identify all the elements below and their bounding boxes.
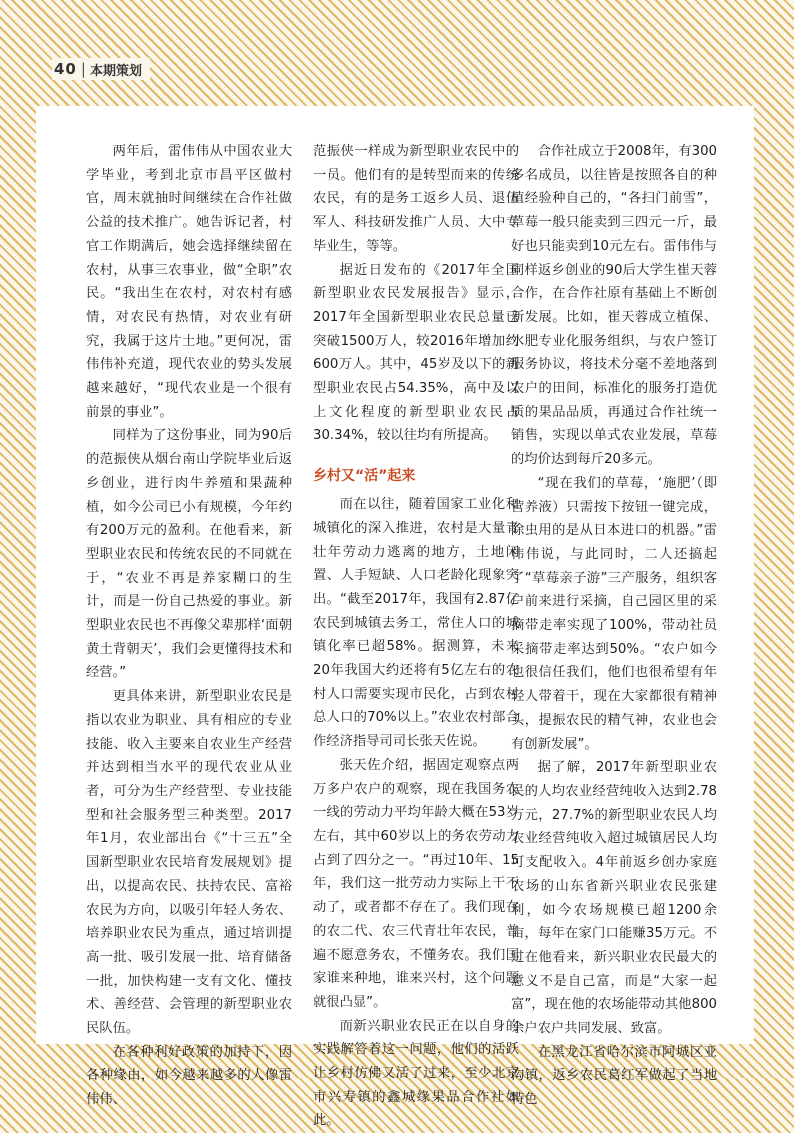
paragraph: 合作社成立于2008年，有300多名成员，以往皆是按照各自的种植经验种自己的，“各扫门前雪”，草莓一般只能卖到三四元一斤，最好也只能卖到10元左右。雷伟伟与同样返乡创业的90后大学生崔天蓉合作，在合作社原有基础上不断创新发展。比如，崔天蓉成立植保、水肥专业化服务组织，与农户签订服务协议，将技术分毫不差地落到农户的田间，标准化的服务打造优质的果品品质，再通过合作社统一销售，实现以单式农业发展，草莓的均价达到每斤20多元。 [511, 144, 717, 468]
column-2 [313, 140, 519, 1133]
section-name: 本期策划 [89, 63, 142, 79]
paragraph: 在黑龙江省哈尔滨市阿城区亚沟镇，返乡农民葛红军做起了当地特色 [511, 1044, 717, 1108]
header-separator: | [80, 60, 86, 78]
page-header [52, 58, 150, 80]
paragraph: 张天佐介绍，据固定观察点两万多户农户的观察，现在我国务农一线的劳动力平均年龄大概在53岁左右，其中60岁以上的务农劳动力占到了四分之一。“再过10年、15年，我们这一批劳动力实际上干不动了，或者都不存在了。我们现在的农二代、农三代青壮年农民，普遍不愿意务农，不懂务农。我们国家谁来种地，谁来兴村，这个问题就很凸显”。 [313, 757, 519, 1010]
paragraph: 在各种利好政策的加持下，因各种缘由，如今越来越多的人像雷伟伟、 [86, 1044, 292, 1108]
paragraph: 同样为了这份事业，同为90后的范振侠从烟台南山学院毕业后返乡创业，进行肉牛养殖和果蔬种植，如今公司已小有规模，今年约有200万元的盈利。在他看来，新型职业农民和传统农民的不同就在于，“农业不再是养家糊口的生计，而是一份自己热爱的事业。新型职业农民也不再像父辈那样‘面朝黄土背朝天’，我们会更懂得技术和经营。” [86, 428, 292, 681]
paragraph: “现在我们的草莓，‘施肥’（即营养液）只需按下按钮一键完成，除虫用的是从日本进口的机器。”雷伟伟说，与此同时，二人还搞起了“草莓亲子游”三产服务，组织客户前来进行采摘，自己园区里的采摘带走率实现了100%，带动社员采摘带走率达到50%。“农户如今也很信任我们，他们也很希望有年轻人带着干，现在大家都很有精神头，提振农民的精气神，农业也会有创新发展”。 [511, 475, 717, 752]
paragraph: 范振侠一样成为新型职业农民中的一员。他们有的是转型而来的传统农民，有的是务工返乡人员、退伍军人、科技研发推广人员、大中专毕业生，等等。 [313, 144, 519, 254]
paragraph: 两年后，雷伟伟从中国农业大学毕业，考到北京市昌平区做村官，周末就抽时间继续在合作社做公益的技术推广。她告诉记者，村官工作期满后，她会选择继续留在农村，从事三农事业，做“全职”农民。“我出生在农村，对农村有感情，对农民有热情，对农业有研究，我属于这片土地。”更何况，雷伟伟补充道，现代农业的势头发展越来越好，“现代农业是一个很有前景的事业”。 [86, 144, 292, 420]
paragraph: 更具体来讲，新型职业农民是指以农业为职业、具有相应的专业技能、收入主要来自农业生产经营并达到相当水平的现代农业从业者，可分为生产经营型、专业技能型和社会服务型三种类型。2017年1月，农业部出台《“十三五”全国新型职业农民培育发展规划》提出，以提高农民、扶持农民、富裕农民为方向，以吸引年轻人务农、培养职业农民为重点，通过培训提高一批、吸引发展一批、培育储备一批，加快构建一支有文化、懂技术、善经营、会管理的新型职业农民队伍。 [86, 689, 292, 1037]
paragraph: 而新兴职业农民正在以自身的实践解答着这一问题，他们的活跃让乡村仿佛又活了过来，至少北京市兴寿镇的鑫城缘果品合作社如此。 [313, 1018, 519, 1129]
column-3 [511, 140, 717, 1112]
section-heading: 乡村又“活”起来 [313, 468, 416, 485]
article-body [36, 106, 754, 1129]
paragraph: 据了解，2017年新型职业农民的人均农业经营纯收入达到2.78万元，27.7%的新型职业农民人均农业经营纯收入超过城镇居民人均可支配收入。4年前返乡创办家庭农场的山东省新兴职业农民张建利，如今农场规模已超1200余亩，每年在家门口能赚35万元。不过在他看来，新兴职业农民最大的意义不是自己富，而是“大家一起富”，现在他的农场能带动其他800余户农户共同发展、致富。 [511, 760, 717, 1037]
column-1 [86, 140, 292, 1112]
paragraph: 据近日发布的《2017年全国新型职业农民发展报告》显示，2017年全国新型职业农民总量已突破1500万人，较2016年增加约600万人。其中，45岁及以下的新型职业农民占54.35%，高中及以上文化程度的新型职业农民占30.34%，较以往均有所提高。 [313, 262, 519, 444]
paragraph: 而在以往，随着国家工业化和城镇化的深入推进，农村是大量青壮年劳动力逃离的地方，土地闲置、人手短缺、人口老龄化现象突出。“截至2017年，我国有2.87亿农民到城镇去务工，常住人口的城镇化率已超58%。据测算，未来20年我国大约还将有5亿左右的农村人口需要实现市民化，占到农村总人口的70%以上。”农业农村部合作经济指导司司长张天佐说。 [313, 497, 519, 750]
page-number: 40 [54, 60, 77, 78]
